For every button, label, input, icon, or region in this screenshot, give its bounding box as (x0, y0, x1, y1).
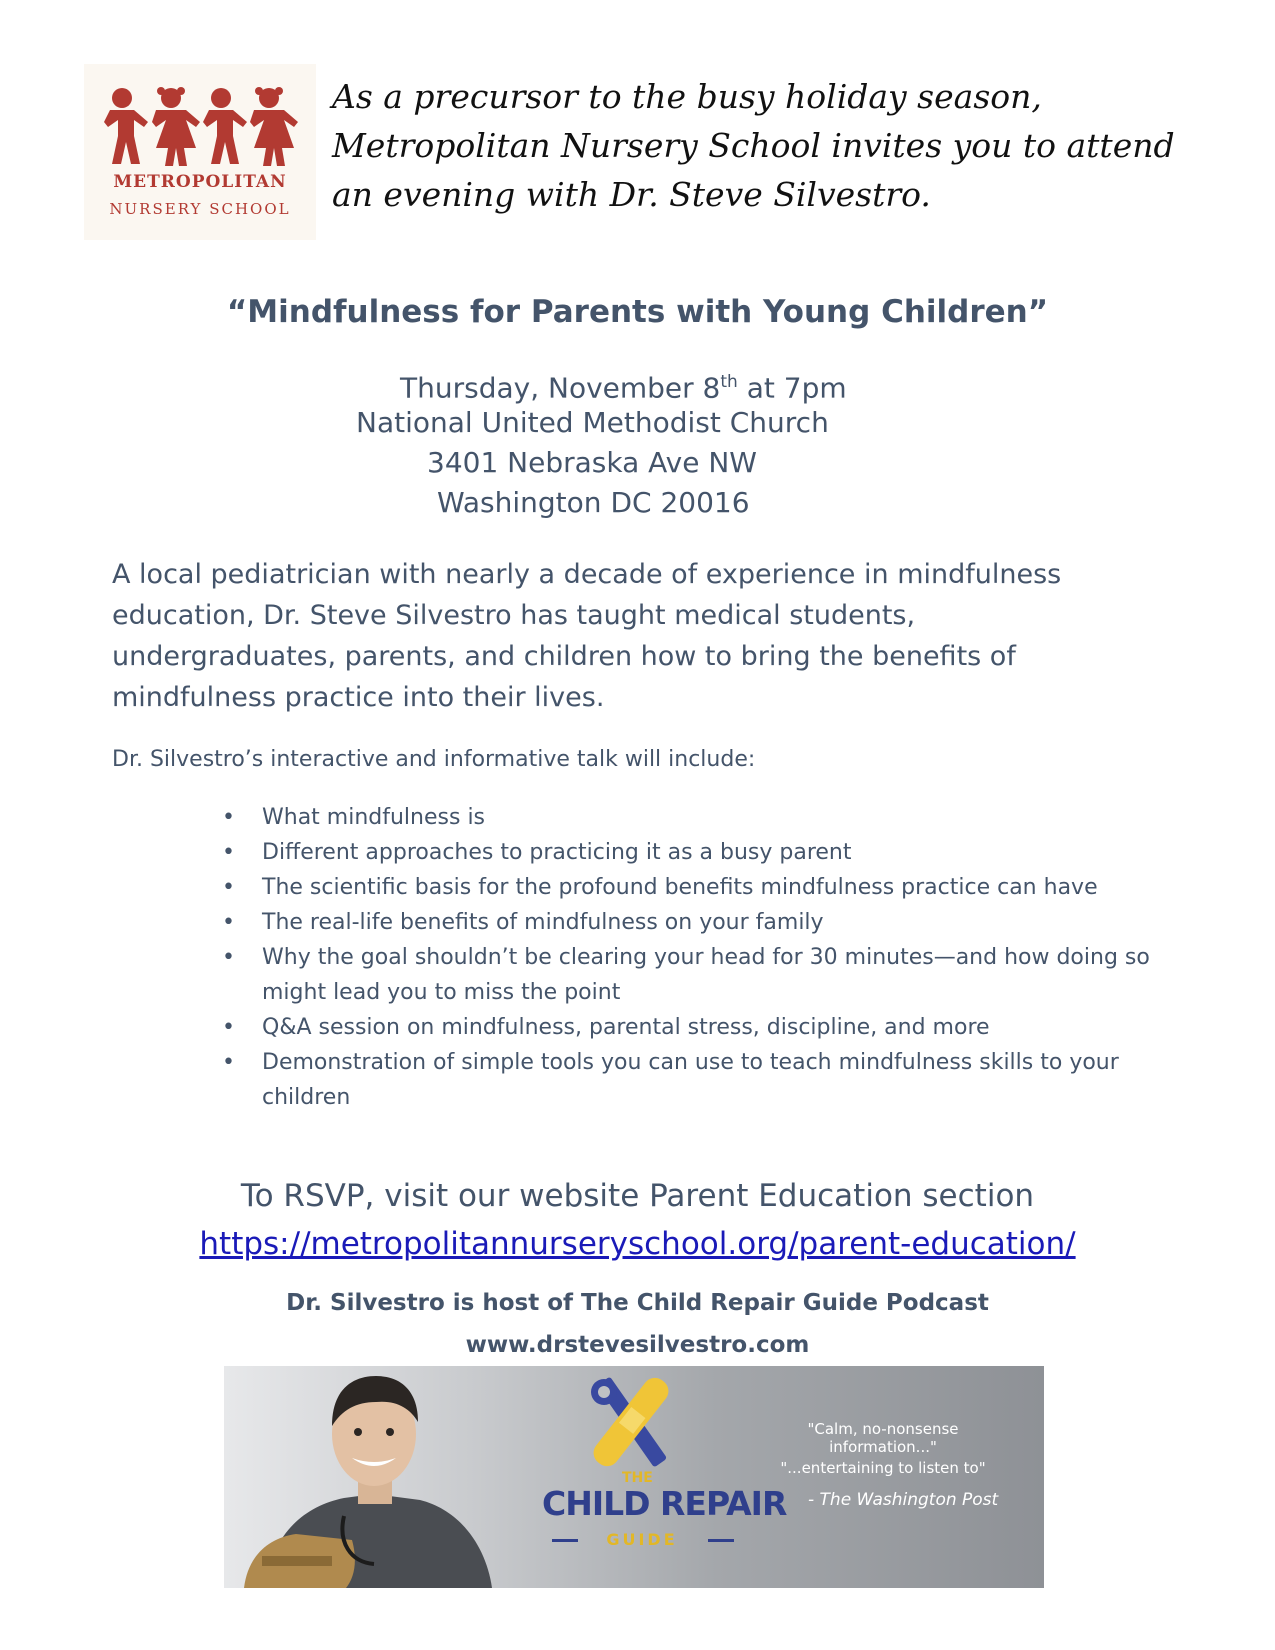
event-title: “Mindfulness for Parents with Young Children” (226, 294, 1049, 330)
event-city: Washington DC 20016 (437, 486, 750, 519)
description-line: A local pediatrician with nearly a decade of experience in mindfulness (112, 559, 1062, 590)
brand-name: CHILD REPAIR (542, 1484, 787, 1523)
list-item: • The real-life benefits of mindfulness on your family (222, 905, 1172, 940)
description-line: mindfulness practice into their lives. (112, 682, 605, 713)
list-item: • Q&A session on mindfulness, parental stress, discipline, and more (222, 1010, 1172, 1045)
wrench-bandage-logo-icon (576, 1366, 686, 1476)
list-item: • Why the goal shouldn’t be clearing your head for 30 minutes—and how doing so might lead you to miss the point (222, 940, 1172, 1010)
press-quote-credit: - The Washington Post (808, 1490, 999, 1510)
podcast-banner (224, 1366, 1044, 1588)
speaker-description (112, 554, 1192, 718)
host-portrait-icon (224, 1366, 524, 1588)
brand-guide: GUIDE (606, 1530, 678, 1549)
list-item: • Demonstration of simple tools you can use to teach mindfulness skills to your children (222, 1045, 1172, 1115)
rsvp-text: To RSVP, visit our website Parent Education section (240, 1178, 1035, 1214)
description-line: education, Dr. Steve Silvestro has taught medical students, (112, 600, 916, 631)
paper-doll-children-icon (96, 84, 304, 166)
invitation-intro (332, 72, 1232, 219)
intro-line: an evening with Dr. Steve Silvestro. (332, 175, 931, 214)
rsvp-link[interactable]: https://metropolitannurseryschool.org/parent-education/ (199, 1226, 1076, 1262)
logo-name-line1: METROPOLITAN (113, 172, 287, 192)
press-quote-line: information..." (829, 1438, 937, 1456)
event-venue: National United Methodist Church (356, 406, 829, 439)
list-item: • The scientific basis for the profound benefits mindfulness practice can have (222, 870, 1172, 905)
description-line: undergraduates, parents, and children how to bring the benefits of (112, 641, 1016, 672)
intro-line: As a precursor to the busy holiday season, (332, 77, 1042, 116)
event-street: 3401 Nebraska Ave NW (427, 446, 757, 479)
intro-line: Metropolitan Nursery School invites you to attend (332, 126, 1175, 165)
rsvp-link-wrapper (0, 1226, 1275, 1262)
list-item: • Different approaches to practicing it as a busy parent (222, 835, 1172, 870)
logo-name-line2: NURSERY SCHOOL (109, 200, 291, 218)
talk-intro: Dr. Silvestro’s interactive and informative talk will include: (112, 747, 756, 772)
podcast-host-text: Dr. Silvestro is host of The Child Repair Guide Podcast (286, 1290, 989, 1316)
talk-topics-list (222, 800, 1172, 1115)
brand-divider (708, 1539, 734, 1542)
school-logo (84, 64, 316, 240)
event-date-text: Thursday, November 8 (400, 371, 721, 405)
list-item: • What mindfulness is (222, 800, 1172, 835)
event-time: at 7pm (737, 371, 847, 405)
speaker-website[interactable]: www.drstevesilvestro.com (465, 1332, 810, 1358)
event-date-ordinal: th (720, 372, 738, 392)
press-quote-line: "...entertaining to listen to" (780, 1459, 986, 1477)
press-quote-line: "Calm, no-nonsense (807, 1420, 959, 1438)
brand-the: THE (622, 1470, 653, 1486)
